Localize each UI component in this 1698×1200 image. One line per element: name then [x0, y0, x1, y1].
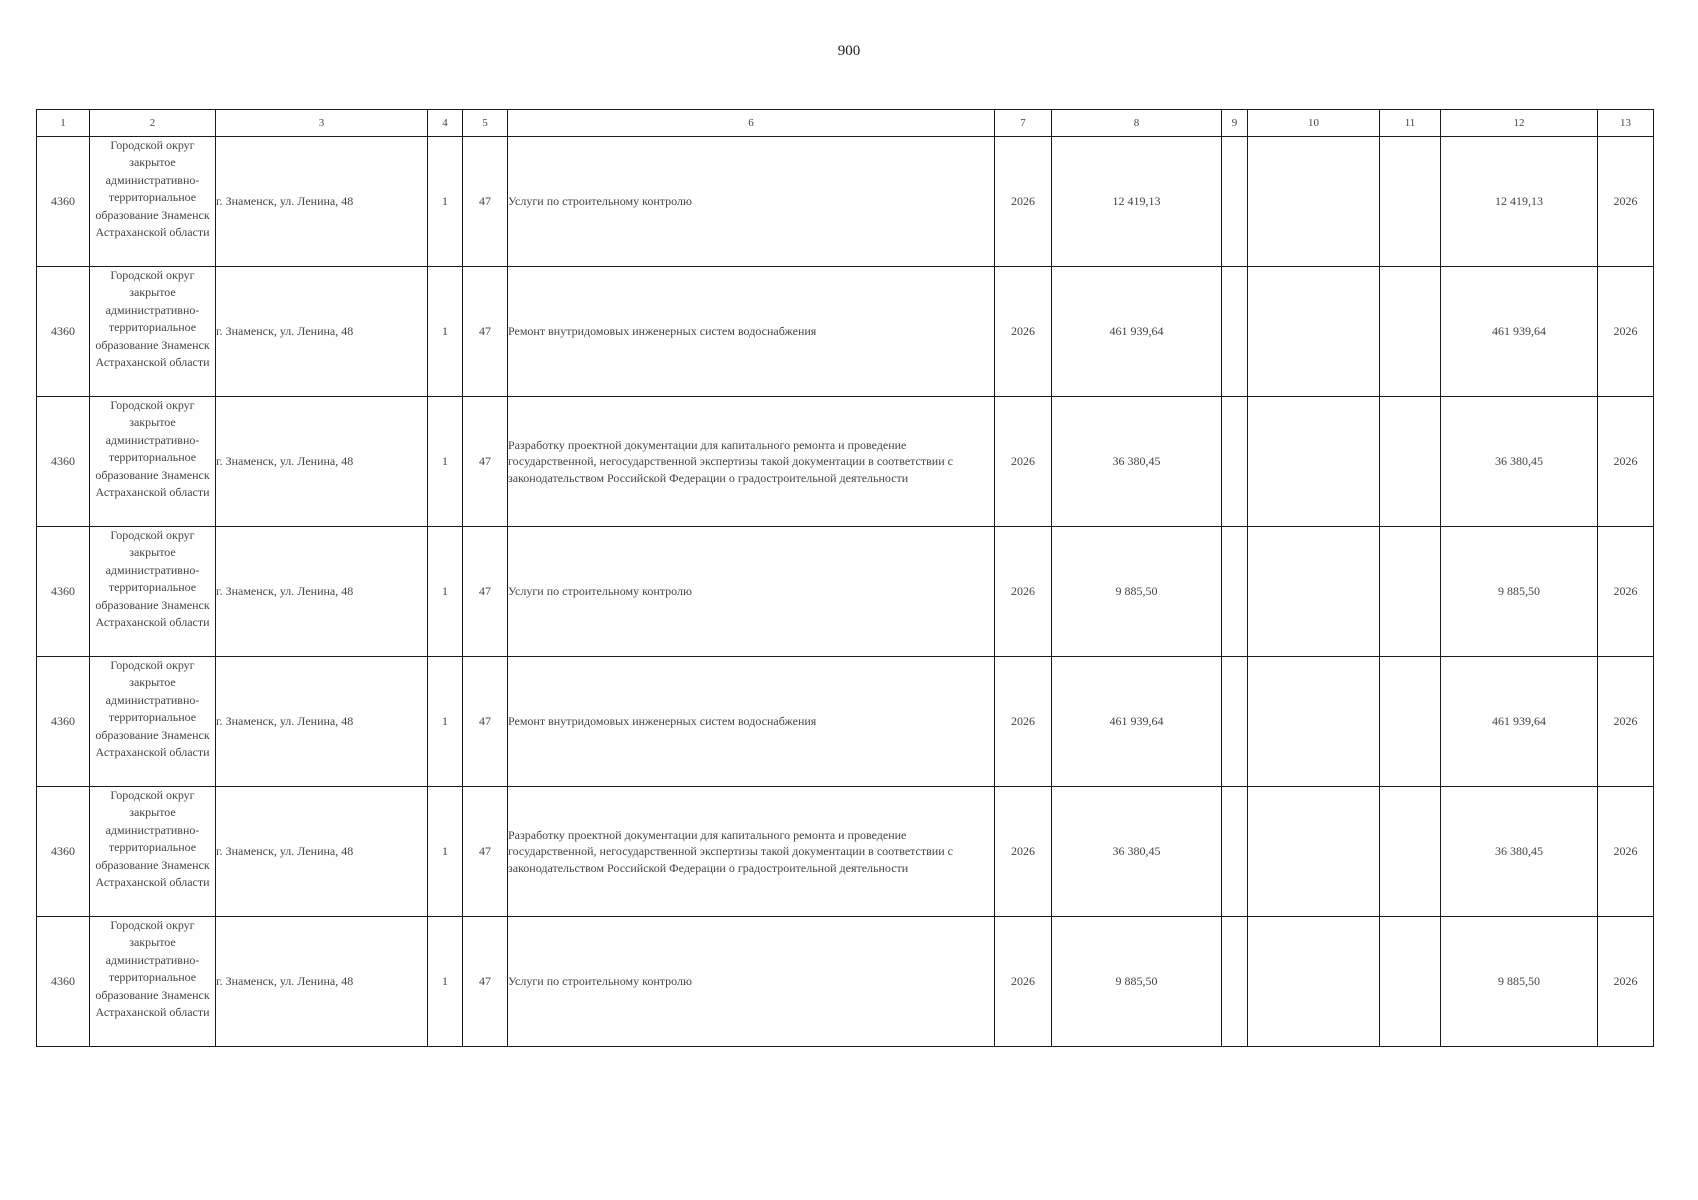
cell-col-4: 1	[428, 657, 463, 787]
cell-year-end: 2026	[1598, 917, 1654, 1047]
municipality-text: Городской округ закрытое административно-территориальное образование Знаменск Астраханской области	[95, 268, 210, 370]
cell-cost: 9 885,50	[1052, 527, 1222, 657]
cell-col-9	[1222, 657, 1248, 787]
cell-address: г. Знаменск, ул. Ленина, 48	[216, 527, 428, 657]
cell-cost: 461 939,64	[1052, 657, 1222, 787]
cell-col-5: 47	[463, 527, 508, 657]
cell-work-type: Услуги по строительному контролю	[508, 917, 995, 1047]
column-header: 12	[1441, 110, 1598, 137]
cell-work-type: Ремонт внутридомовых инженерных систем водоснабжения	[508, 657, 995, 787]
cell-col-10	[1248, 397, 1380, 527]
cell-col-9	[1222, 137, 1248, 267]
cell-col-5: 47	[463, 787, 508, 917]
table-row	[37, 527, 1654, 657]
cell-year-end: 2026	[1598, 787, 1654, 917]
cell-object-code: 4360	[37, 397, 90, 527]
cell-col-9	[1222, 527, 1248, 657]
column-header: 9	[1222, 110, 1248, 137]
cell-cost-total: 9 885,50	[1441, 527, 1598, 657]
table-row	[37, 787, 1654, 917]
table-header	[37, 110, 1654, 137]
cell-year-end: 2026	[1598, 137, 1654, 267]
municipality-text: Городской округ закрытое административно-территориальное образование Знаменск Астраханской области	[95, 918, 210, 1020]
cell-year-end: 2026	[1598, 527, 1654, 657]
cell-col-11	[1380, 267, 1441, 397]
cell-work-type: Услуги по строительному контролю	[508, 137, 995, 267]
cell-col-9	[1222, 787, 1248, 917]
cell-col-4: 1	[428, 917, 463, 1047]
cell-municipality	[90, 267, 216, 397]
municipality-text: Городской округ закрытое административно-территориальное образование Знаменск Астраханской области	[95, 528, 210, 630]
cell-year: 2026	[995, 917, 1052, 1047]
cell-municipality	[90, 397, 216, 527]
column-header: 10	[1248, 110, 1380, 137]
cell-cost: 9 885,50	[1052, 917, 1222, 1047]
cell-col-10	[1248, 137, 1380, 267]
cell-col-9	[1222, 397, 1248, 527]
cell-col-10	[1248, 657, 1380, 787]
cell-cost: 12 419,13	[1052, 137, 1222, 267]
cell-year-end: 2026	[1598, 397, 1654, 527]
cell-object-code: 4360	[37, 787, 90, 917]
table-row	[37, 267, 1654, 397]
header-row	[37, 110, 1654, 137]
column-header: 3	[216, 110, 428, 137]
cell-col-10	[1248, 917, 1380, 1047]
column-header: 1	[37, 110, 90, 137]
cell-col-5: 47	[463, 657, 508, 787]
cell-col-11	[1380, 527, 1441, 657]
cell-object-code: 4360	[37, 657, 90, 787]
cell-col-10	[1248, 267, 1380, 397]
cell-year: 2026	[995, 267, 1052, 397]
cell-col-9	[1222, 917, 1248, 1047]
table-row	[37, 397, 1654, 527]
cell-cost: 461 939,64	[1052, 267, 1222, 397]
cell-address: г. Знаменск, ул. Ленина, 48	[216, 267, 428, 397]
cell-col-10	[1248, 527, 1380, 657]
column-header: 4	[428, 110, 463, 137]
cell-col-10	[1248, 787, 1380, 917]
cell-col-11	[1380, 787, 1441, 917]
cell-year: 2026	[995, 787, 1052, 917]
cell-cost: 36 380,45	[1052, 397, 1222, 527]
municipality-text: Городской округ закрытое административно-территориальное образование Знаменск Астраханской области	[95, 398, 210, 500]
cell-col-11	[1380, 657, 1441, 787]
column-header: 8	[1052, 110, 1222, 137]
table-row	[37, 137, 1654, 267]
cell-col-4: 1	[428, 527, 463, 657]
cell-address: г. Знаменск, ул. Ленина, 48	[216, 137, 428, 267]
cell-address: г. Знаменск, ул. Ленина, 48	[216, 917, 428, 1047]
cell-col-4: 1	[428, 787, 463, 917]
cell-year: 2026	[995, 397, 1052, 527]
cell-year-end: 2026	[1598, 657, 1654, 787]
cell-year: 2026	[995, 137, 1052, 267]
cell-municipality	[90, 137, 216, 267]
cell-col-11	[1380, 137, 1441, 267]
cell-municipality	[90, 527, 216, 657]
table-body	[37, 137, 1654, 1047]
cell-year-end: 2026	[1598, 267, 1654, 397]
municipality-text: Городской округ закрытое административно-территориальное образование Знаменск Астраханской области	[95, 788, 210, 890]
cell-cost-total: 12 419,13	[1441, 137, 1598, 267]
data-table	[36, 109, 1654, 1047]
cell-cost-total: 36 380,45	[1441, 397, 1598, 527]
column-header: 2	[90, 110, 216, 137]
cell-col-5: 47	[463, 267, 508, 397]
cell-work-type: Ремонт внутридомовых инженерных систем водоснабжения	[508, 267, 995, 397]
cell-col-9	[1222, 267, 1248, 397]
cell-work-type: Разработку проектной документации для капитального ремонта и проведение государственной, негосударственной экспертизы такой документации в соответствии с законодательством Российской Федерации о градостроительной деятельности	[508, 787, 995, 917]
table-row	[37, 917, 1654, 1047]
cell-municipality	[90, 917, 216, 1047]
cell-work-type: Услуги по строительному контролю	[508, 527, 995, 657]
column-header: 5	[463, 110, 508, 137]
cell-col-5: 47	[463, 917, 508, 1047]
cell-col-4: 1	[428, 137, 463, 267]
cell-cost: 36 380,45	[1052, 787, 1222, 917]
cell-municipality	[90, 787, 216, 917]
municipality-text: Городской округ закрытое административно-территориальное образование Знаменск Астраханской области	[95, 138, 210, 240]
cell-address: г. Знаменск, ул. Ленина, 48	[216, 787, 428, 917]
cell-municipality	[90, 657, 216, 787]
cell-year: 2026	[995, 527, 1052, 657]
cell-address: г. Знаменск, ул. Ленина, 48	[216, 657, 428, 787]
cell-col-5: 47	[463, 137, 508, 267]
column-header: 7	[995, 110, 1052, 137]
cell-col-5: 47	[463, 397, 508, 527]
page-number: 900	[837, 43, 861, 59]
municipality-text: Городской округ закрытое административно-территориальное образование Знаменск Астраханской области	[95, 658, 210, 760]
cell-col-11	[1380, 917, 1441, 1047]
cell-object-code: 4360	[37, 267, 90, 397]
cell-address: г. Знаменск, ул. Ленина, 48	[216, 397, 428, 527]
cell-object-code: 4360	[37, 527, 90, 657]
column-header: 6	[508, 110, 995, 137]
cell-object-code: 4360	[37, 917, 90, 1047]
cell-cost-total: 36 380,45	[1441, 787, 1598, 917]
cell-col-4: 1	[428, 267, 463, 397]
column-header: 13	[1598, 110, 1654, 137]
cell-object-code: 4360	[37, 137, 90, 267]
cell-work-type: Разработку проектной документации для капитального ремонта и проведение государственной, негосударственной экспертизы такой документации в соответствии с законодательством Российской Федерации о градостроительной деятельности	[508, 397, 995, 527]
cell-cost-total: 9 885,50	[1441, 917, 1598, 1047]
table-row	[37, 657, 1654, 787]
cell-year: 2026	[995, 657, 1052, 787]
cell-cost-total: 461 939,64	[1441, 657, 1598, 787]
cell-col-4: 1	[428, 397, 463, 527]
cell-cost-total: 461 939,64	[1441, 267, 1598, 397]
column-header: 11	[1380, 110, 1441, 137]
cell-col-11	[1380, 397, 1441, 527]
